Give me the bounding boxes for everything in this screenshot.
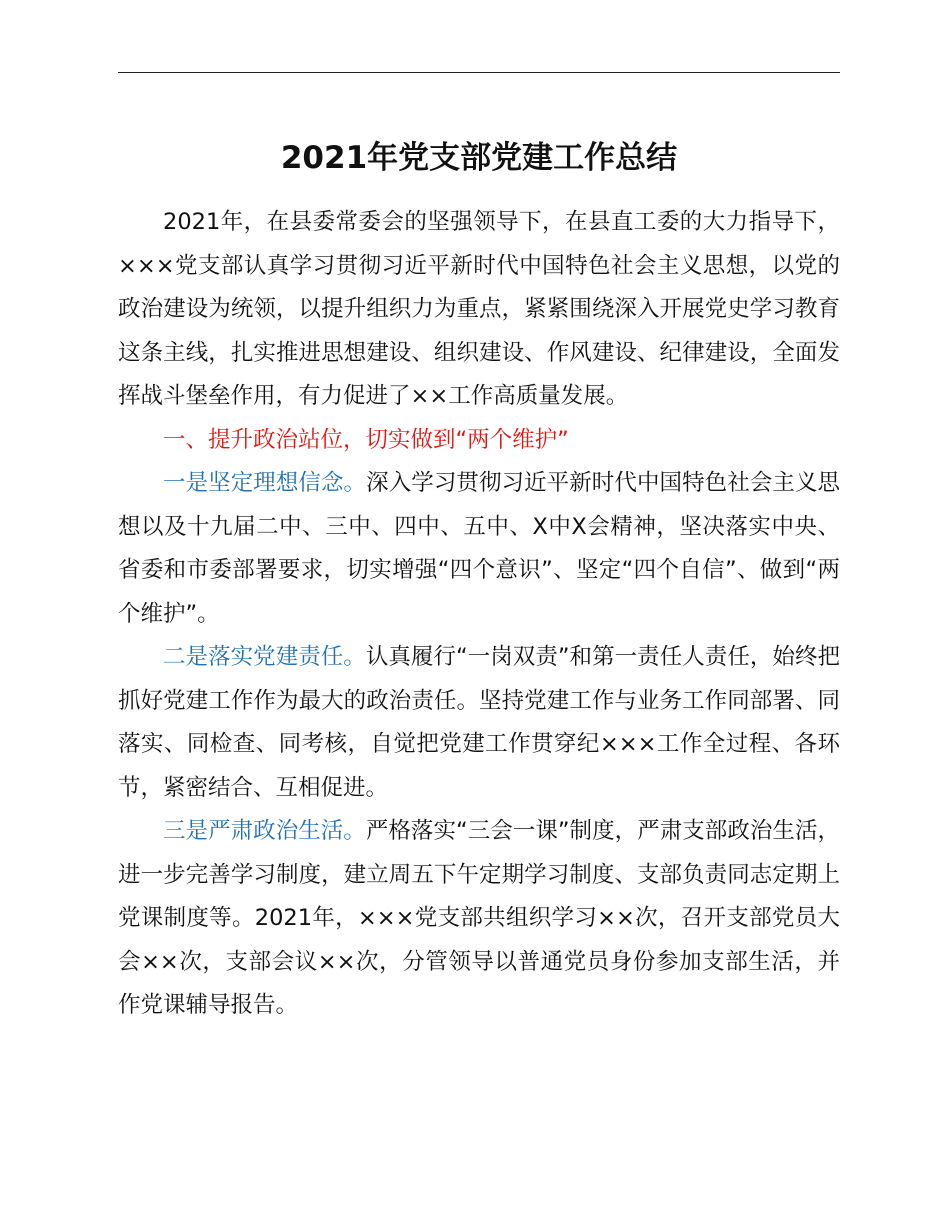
point-paragraph-2 <box>118 636 840 810</box>
document-body <box>118 201 840 1028</box>
point-text-3: 严格落实“三会一课”制度，严肃支部政治生活，进一步完善学习制度，建立周五下午定期学习制度、支部负责同志定期上党课制度等。2021年，×××党支部共组织学习××次，召开支部党员大会××次，支部会议××次，分管领导以普通党员身份参加支部生活，并作党课辅导报告。 <box>118 818 840 1018</box>
point-paragraph-3 <box>118 810 840 1028</box>
document-title: 2021年党支部党建工作总结 <box>280 140 678 176</box>
point-label-3: 三是严肃政治生活。 <box>163 818 366 844</box>
point-label-2: 二是落实党建责任。 <box>163 644 366 670</box>
intro-paragraph: 2021年，在县委常委会的坚强领导下，在县直工委的大力指导下，×××党支部认真学习贯彻习近平新时代中国特色社会主义思想，以党的政治建设为统领，以提升组织力为重点，紧紧围绕深入开展党史学习教育这条主线，扎实推进思想建设、组织建设、作风建设、纪律建设，全面发挥战斗堡垒作用，有力促进了××工作高质量发展。 <box>118 209 840 409</box>
header-rule <box>118 72 840 73</box>
point-text-1: 深入学习贯彻习近平新时代中国特色社会主义思想以及十九届二中、三中、四中、五中、X中X会精神，坚决落实中央、省委和市委部署要求，切实增强“四个意识”、坚定“四个自信”、做到“两个维护”。 <box>118 470 840 627</box>
point-label-1: 一是坚定理想信念。 <box>163 470 367 496</box>
point-paragraph-1 <box>118 462 840 636</box>
section-heading-1: 一、提升政治站位，切实做到“两个维护” <box>163 426 569 453</box>
point-text-2: 认真履行“一岗双责”和第一责任人责任，始终把抓好党建工作作为最大的政治责任。坚持党建工作与业务工作同部署、同落实、同检查、同考核，自觉把党建工作贯穿纪×××工作全过程、各环节，紧密结合、互相促进。 <box>118 644 840 801</box>
